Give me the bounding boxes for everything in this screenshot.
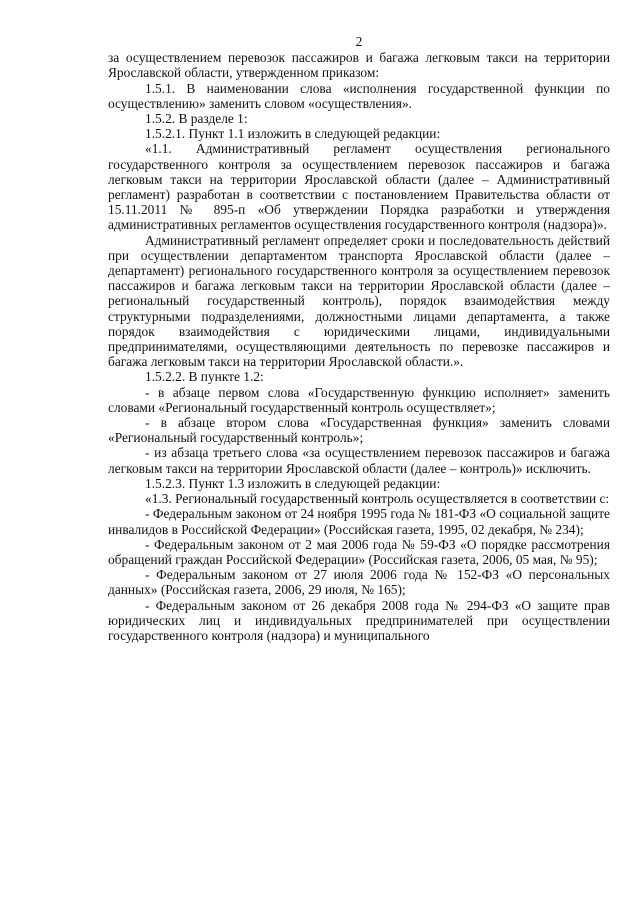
paragraph-1-5-2: 1.5.2. В разделе 1:	[145, 111, 248, 127]
list-item-third-abzac: - из абзаца третьего слова «за осуществлением перевозок пассажиров и багажа легковым такси на территории Ярославской области (далее – контроль)» исключить.	[108, 445, 610, 476]
paragraph-clause-1-1: «1.1. Административный регламент осуществления регионального государственного контроля за осуществлением перевозок пассажиров и багажа легковым такси на территории Ярославской области (далее – Административный регламент) разработан в соответствии с постановлением Правительства области от 15.11.2011 № 895-п «Об утверждении Порядка разработки и утверждения административных регламентов осуществления государственного контроля (надзора)».	[108, 141, 610, 233]
paragraph-1-5-2-3: 1.5.2.3. Пункт 1.3 изложить в следующей редакции:	[145, 475, 441, 491]
paragraph-intro: за осуществлением перевозок пассажиров и багажа легковым такси на территории Ярославской области, утвержденном приказом:	[108, 50, 610, 81]
paragraph-1-5-2-1: 1.5.2.1. Пункт 1.1 изложить в следующей редакции:	[145, 126, 441, 142]
document-page	[108, 34, 610, 643]
list-item-first-abzac: - в абзаце первом слова «Государственную функцию исполняет» заменить словами «Региональный государственный контроль осуществляет»;	[108, 384, 610, 415]
list-item-second-abzac: - в абзаце втором слова «Государственная функция» заменить словами «Региональный государственный контроль»;	[108, 415, 610, 446]
list-item-law-294: - Федеральным законом от 26 декабря 2008 года № 294-ФЗ «О защите прав юридических лиц и индивидуальных предпринимателей при осуществлении государственного контроля (надзора) и муниципального	[108, 597, 610, 643]
paragraph-1-5-2-2: 1.5.2.2. В пункте 1.2:	[145, 369, 264, 385]
list-item-law-152: - Федеральным законом от 27 июля 2006 года № 152-ФЗ «О персональных данных» (Российская газета, 2006, 29 июля, № 165);	[108, 567, 610, 598]
paragraph-regulation-scope: Административный регламент определяет сроки и последовательность действий при осуществлении департаментом транспорта Ярославской области (далее – департамент) регионального государственного контроля за осуществлением перевозок пассажиров и багажа легковым такси на территории Ярославской области (далее – региональный государственный контроль), порядок взаимодействия между структурными подразделениями, должностными лицами департамента, а также порядок взаимодействия с юридическими лицами, индивидуальными предпринимателями, осуществляющими деятельность по перевозке пассажиров и багажа легковым такси на территории Ярославской области.».	[108, 232, 610, 370]
page-number: 2	[355, 34, 363, 49]
paragraph-clause-1-3: «1.3. Региональный государственный контроль осуществляется в соответствии с:	[145, 491, 610, 507]
list-item-law-181: - Федеральным законом от 24 ноября 1995 года № 181-ФЗ «О социальной защите инвалидов в Российской Федерации» (Российская газета, 1995, 02 декабря, № 234);	[108, 506, 610, 537]
document-body	[108, 50, 610, 643]
list-item-law-59: - Федеральным законом от 2 мая 2006 года № 59-ФЗ «О порядке рассмотрения обращений граждан Российской Федерации» (Российская газета, 2006, 05 мая, № 95);	[108, 536, 610, 567]
paragraph-1-5-1: 1.5.1. В наименовании слова «исполнения государственной функции по осуществлению» заменить словом «осуществления».	[108, 80, 610, 111]
